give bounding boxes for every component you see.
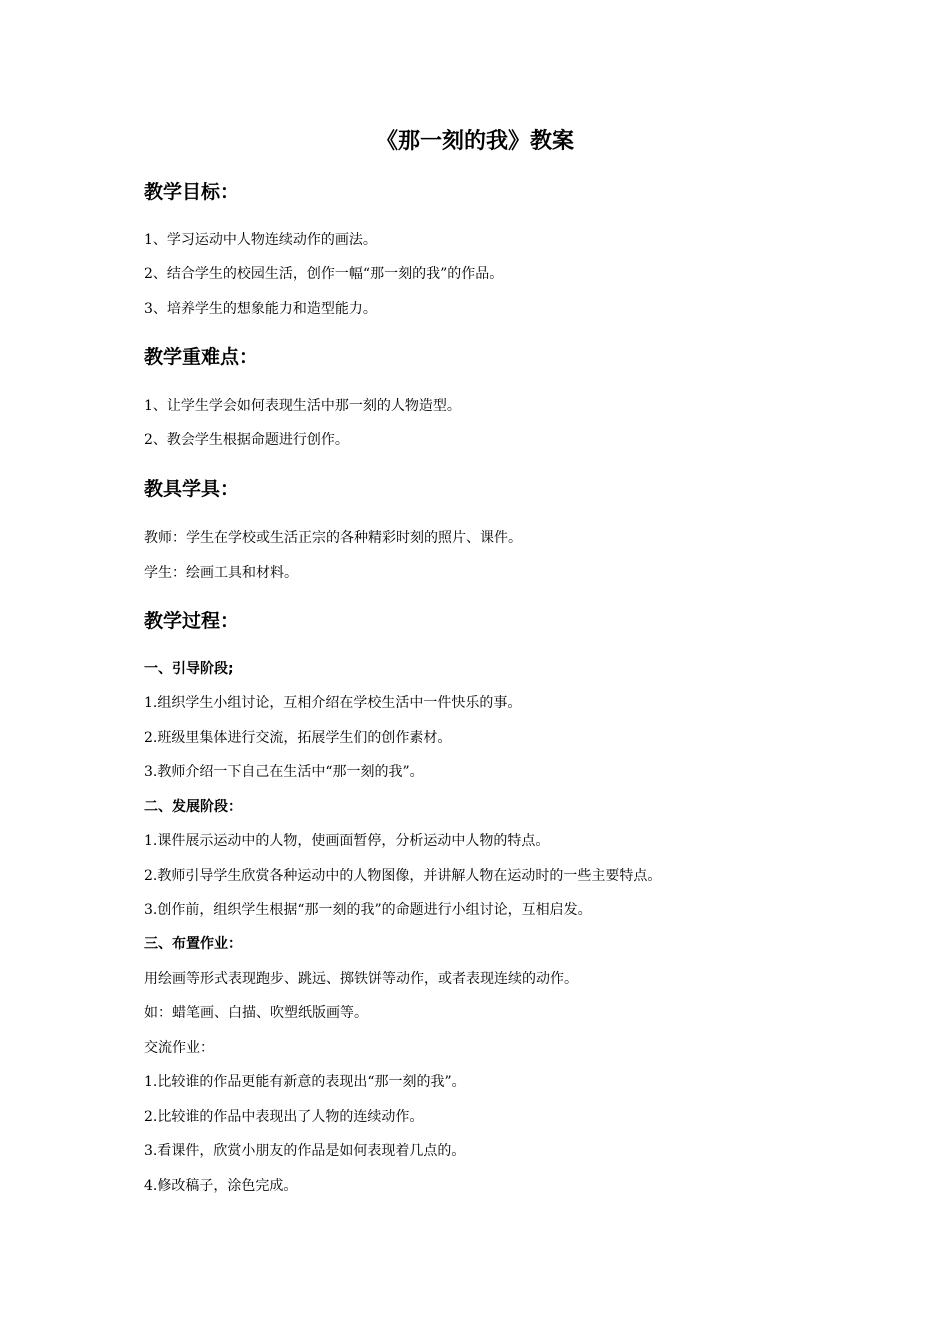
materials-heading: 教具学具： <box>144 478 240 500</box>
stage3-item-7: 4.修改稿子，涂色完成。 <box>144 1178 298 1194</box>
materials-item-student: 学生：绘画工具和材料。 <box>144 565 298 581</box>
stage2-title: 二、发展阶段： <box>144 799 242 815</box>
stage3-item-5: 2.比较谁的作品中表现出了人物的连续动作。 <box>144 1109 424 1125</box>
stage1-item-3: 3.教师介绍一下自己在生活中“那一刻的我”。 <box>144 764 424 780</box>
materials-item-teacher: 教师：学生在学校或生活正宗的各种精彩时刻的照片、课件。 <box>144 530 522 546</box>
objective-item-1: 1、学习运动中人物连续动作的画法。 <box>144 232 377 248</box>
stage2-item-2: 2.教师引导学生欣赏各种运动中的人物图像，并讲解人物在运动时的一些主要特点。 <box>144 868 662 884</box>
stage2-item-1: 1.课件展示运动中的人物，使画面暂停，分析运动中人物的特点。 <box>144 833 550 849</box>
objective-item-3: 3、培养学生的想象能力和造型能力。 <box>144 301 377 317</box>
key-point-item-1: 1、让学生学会如何表现生活中那一刻的人物造型。 <box>144 398 461 414</box>
key-points-heading: 教学重难点： <box>144 346 259 368</box>
key-point-item-2: 2、教会学生根据命题进行创作。 <box>144 432 349 448</box>
stage1-title: 一、引导阶段; <box>144 661 234 677</box>
stage3-item-3: 交流作业： <box>144 1040 214 1056</box>
process-heading: 教学过程： <box>144 610 240 632</box>
objective-item-2: 2、结合学生的校园生活，创作一幅“那一刻的我”的作品。 <box>144 266 504 282</box>
stage3-title: 三、布置作业： <box>144 936 242 952</box>
stage2-item-3: 3.创作前，组织学生根据“那一刻的我”的命题进行小组讨论，互相启发。 <box>144 902 592 918</box>
stage3-item-1: 用绘画等形式表现跑步、跳远、掷铁饼等动作，或者表现连续的动作。 <box>144 971 578 987</box>
stage1-item-1: 1.组织学生小组讨论，互相介绍在学校生活中一件快乐的事。 <box>144 695 522 711</box>
stage3-item-2: 如：蜡笔画、白描、吹塑纸版画等。 <box>144 1005 368 1021</box>
stage3-item-6: 3.看课件，欣赏小朋友的作品是如何表现着几点的。 <box>144 1143 466 1159</box>
document-title: 《那一刻的我》教案 <box>375 129 574 154</box>
stage3-item-4: 1.比较谁的作品更能有新意的表现出“那一刻的我”。 <box>144 1074 466 1090</box>
stage1-item-2: 2.班级里集体进行交流，拓展学生们的创作素材。 <box>144 730 452 746</box>
objectives-heading: 教学目标： <box>144 181 240 203</box>
